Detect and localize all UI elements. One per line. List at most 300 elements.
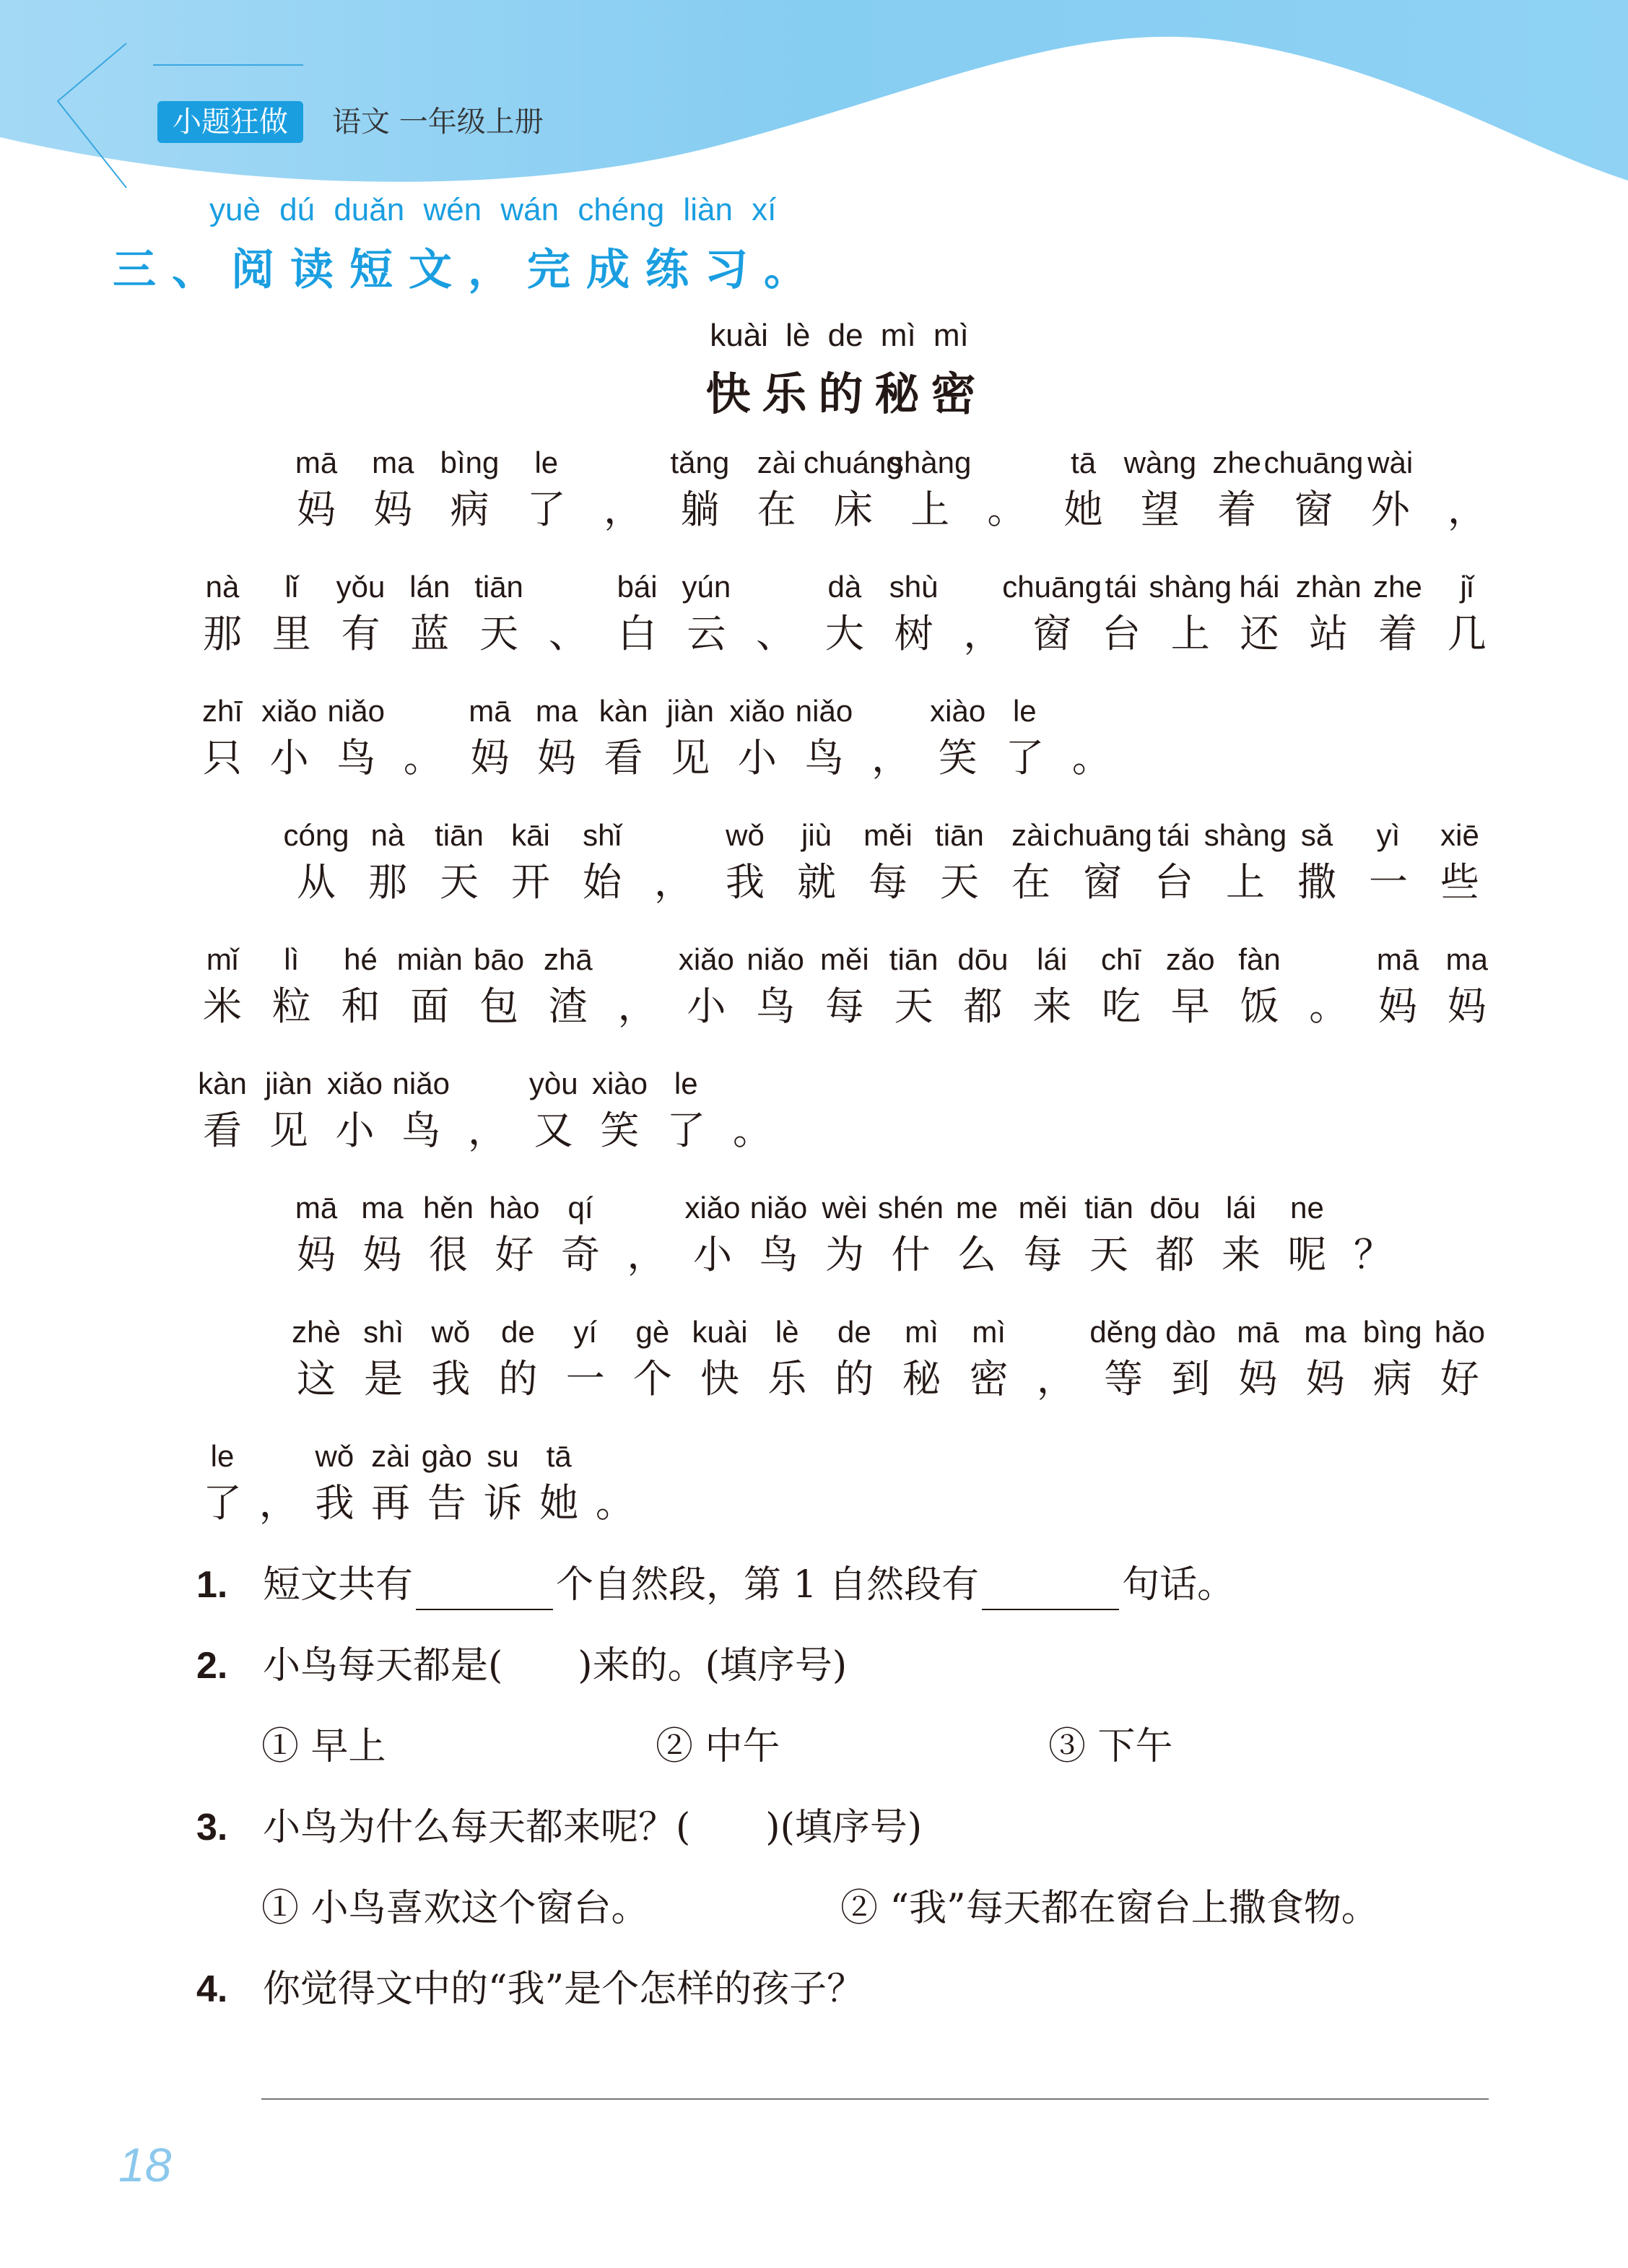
hanzi: 笑 (938, 735, 978, 781)
hanzi: ， (617, 983, 657, 1029)
pinyin: kuài (692, 1315, 748, 1349)
pinyin: chuáng (803, 446, 903, 479)
pinyin: tǎng (670, 446, 730, 479)
pinyin: děng (1089, 1315, 1157, 1349)
pinyin: tā (546, 1439, 572, 1473)
hanzi: 。 (987, 487, 1027, 532)
pinyin: dōu (957, 942, 1009, 976)
pinyin: tiān (435, 818, 484, 852)
pinyin-char (467, 1061, 508, 1155)
pinyin-char (1063, 440, 1104, 534)
pinyin-char (435, 813, 484, 907)
pinyin-char (986, 440, 1027, 534)
pinyin-char (582, 813, 622, 907)
hanzi: 来 (1222, 1232, 1261, 1277)
pinyin-char (1239, 937, 1279, 1031)
option[interactable]: ① 早上 (261, 1725, 386, 1768)
hanzi: 都 (963, 983, 1003, 1029)
pinyin: chuāng (1002, 570, 1102, 604)
question-text: 个自然段，第 1 自然段有 (556, 1563, 980, 1607)
hanzi: 鸟 (401, 1108, 441, 1153)
pinyin: zhàn (1295, 570, 1362, 604)
question-number: 1. (196, 1564, 228, 1606)
hanzi: 台 (1154, 859, 1193, 905)
pinyin-char (725, 813, 765, 907)
pinyin: tiān (474, 570, 523, 604)
pinyin-char (670, 440, 730, 534)
hanzi: 妈 (297, 487, 336, 532)
pinyin-char (536, 689, 577, 783)
hanzi: 了 (1005, 735, 1045, 781)
pinyin: dà (827, 570, 862, 604)
pinyin: xiǎo (684, 1191, 741, 1225)
pinyin: kàn (198, 1066, 247, 1100)
pinyin-char (1287, 1186, 1328, 1279)
passage-line (202, 565, 1487, 659)
hanzi: 躺 (680, 487, 720, 532)
pinyin-char (1149, 1186, 1201, 1279)
pinyin-char (957, 1186, 997, 1279)
pinyin: qí (567, 1191, 593, 1225)
pinyin-char (1018, 1186, 1068, 1279)
hanzi: 窗 (1294, 487, 1333, 532)
hanzi: 着 (1217, 487, 1257, 532)
pinyin-char (1440, 813, 1480, 907)
pinyin: mā (295, 446, 338, 479)
pinyin-char (202, 937, 243, 1031)
hanzi: ， (627, 1232, 666, 1277)
hanzi: 诉 (483, 1480, 523, 1526)
hanzi: 。 (1071, 735, 1111, 781)
pinyin-char (430, 1310, 471, 1404)
pinyin-char (1101, 565, 1141, 659)
pinyin-char (803, 440, 903, 534)
pinyin: zhe (1212, 446, 1262, 479)
pinyin-char (1377, 937, 1418, 1031)
pinyin-char (627, 1186, 667, 1279)
hanzi: 妈 (1305, 1356, 1345, 1402)
pinyin: niǎo (749, 1191, 808, 1225)
hanzi: 上 (1170, 611, 1210, 656)
pinyin-char (820, 937, 869, 1031)
pinyin: cóng (283, 818, 349, 852)
pinyin: tiān (1084, 1191, 1133, 1225)
pinyin-char (421, 1434, 472, 1528)
pinyin: de (837, 1315, 871, 1349)
pinyin-char (474, 565, 523, 659)
hanzi: 又 (534, 1108, 573, 1153)
question-4 (196, 1964, 864, 2015)
pinyin: xiǎo (261, 694, 318, 728)
pinyin: tā (1071, 446, 1097, 479)
hanzi: ， (654, 859, 693, 905)
pinyin-char (543, 937, 593, 1031)
option[interactable]: ② “我”每天都在窗台上撒食物。 (840, 1887, 1379, 1930)
pinyin: ne (1290, 1191, 1324, 1225)
pinyin-char (682, 565, 731, 659)
hanzi: 床 (833, 487, 873, 532)
pinyin: mǐ (206, 942, 239, 976)
pinyin-char (363, 1310, 404, 1404)
hanzi: 、 (548, 611, 588, 656)
pinyin: lè (775, 1315, 799, 1349)
pinyin: dào (1165, 1315, 1216, 1349)
hanzi: 树 (894, 611, 933, 656)
passage-line (292, 1310, 1485, 1404)
pinyin-char (796, 813, 837, 907)
hanzi: ， (258, 1480, 298, 1526)
hanzi: 小 (693, 1232, 732, 1277)
hanzi: 奇 (561, 1232, 600, 1277)
hanzi: 上 (1226, 859, 1265, 905)
pinyin-char (1123, 440, 1197, 534)
page-number: 18 (118, 2138, 172, 2191)
pinyin: zhī (201, 694, 243, 728)
pinyin-char (888, 440, 972, 534)
pinyin-char (1089, 1310, 1157, 1404)
pinyin-char (822, 1186, 868, 1279)
pinyin: me (955, 1191, 998, 1225)
pinyin-char (749, 1186, 808, 1279)
hanzi: 始 (583, 859, 622, 905)
answer-blank[interactable] (416, 1573, 553, 1610)
pinyin: zài (1011, 818, 1050, 852)
pinyin-char (271, 937, 312, 1031)
option[interactable]: ② 中午 (656, 1725, 780, 1768)
pinyin-char (935, 813, 984, 907)
hanzi: 小 (737, 735, 777, 781)
hanzi: 病 (1372, 1356, 1412, 1402)
hanzi: 乐 (767, 1356, 807, 1402)
pinyin: sǎ (1300, 818, 1333, 852)
pinyin-char (595, 1434, 635, 1528)
hanzi: 台 (1101, 611, 1141, 656)
passage-line (202, 937, 1487, 1031)
pinyin-char (565, 1310, 606, 1404)
pinyin: xiǎo (326, 1066, 383, 1100)
hanzi: 一 (1369, 859, 1408, 905)
pinyin: bái (617, 570, 658, 604)
pinyin-char (603, 440, 643, 534)
pinyin: le (210, 1439, 235, 1473)
hanzi: 小 (687, 983, 726, 1029)
pinyin-char (469, 689, 510, 783)
hanzi: 面 (410, 983, 450, 1029)
pinyin: yí (573, 1315, 598, 1349)
pinyin-char (336, 565, 386, 659)
hanzi: 她 (539, 1480, 579, 1526)
hanzi: 只 (203, 735, 242, 781)
pinyin: yǒu (336, 570, 386, 604)
hanzi: ， (1036, 1356, 1076, 1402)
pinyin-char (409, 565, 450, 659)
hanzi: 。 (403, 735, 443, 781)
pinyin-char (198, 1061, 247, 1155)
pinyin-char (889, 937, 939, 1031)
pinyin: ma (1445, 942, 1488, 976)
pinyin-char (1373, 565, 1422, 659)
pinyin-char (1011, 813, 1051, 907)
hanzi: 大 (824, 611, 864, 656)
hanzi: 和 (341, 983, 380, 1029)
pinyin-char (483, 1434, 523, 1528)
pinyin-char (510, 813, 551, 907)
hanzi: 每 (1023, 1232, 1063, 1277)
hanzi: 很 (429, 1232, 468, 1277)
hanzi: 上 (910, 487, 950, 532)
pinyin-char (1212, 440, 1262, 534)
pinyin-char (261, 689, 318, 783)
pinyin-char (684, 1186, 741, 1279)
pinyin-char (1367, 440, 1414, 534)
pinyin-char (1203, 813, 1287, 907)
hanzi: 鸟 (756, 983, 796, 1029)
pinyin: xiǎo (729, 694, 785, 728)
pinyin-char (632, 1310, 673, 1404)
option[interactable]: ① 小鸟喜欢这个窗台。 (261, 1887, 649, 1930)
hanzi: 每 (869, 859, 907, 905)
pinyin: tái (1157, 818, 1190, 852)
pinyin: tái (1105, 570, 1138, 604)
pinyin-char (489, 1186, 540, 1279)
hanzi: 好 (495, 1232, 534, 1277)
hanzi: 外 (1370, 487, 1410, 532)
pinyin-char (969, 1310, 1009, 1404)
pinyin-char (834, 1310, 874, 1404)
hanzi: 、 (756, 611, 796, 656)
pinyin: shàng (888, 446, 972, 479)
pinyin-char (370, 1434, 411, 1528)
pinyin: niǎo (327, 694, 385, 728)
pinyin: xiē (1440, 818, 1479, 852)
pinyin-char (1002, 565, 1102, 659)
hanzi: 天 (1089, 1232, 1128, 1277)
pinyin-char (889, 565, 939, 659)
pinyin-char (202, 565, 243, 659)
hanzi: 什 (891, 1232, 931, 1277)
pinyin: jiàn (265, 1066, 313, 1100)
pinyin-char (617, 937, 658, 1031)
hanzi: 我 (431, 1356, 471, 1402)
pinyin: gè (635, 1315, 670, 1349)
pinyin-char (1362, 1310, 1422, 1404)
hanzi: 秘 (902, 1356, 941, 1402)
passage-title-pinyin: kuài lè de mì mì (710, 318, 969, 353)
hanzi: 的 (835, 1356, 874, 1402)
hanzi: ， (871, 735, 911, 781)
hanzi: 些 (1440, 859, 1479, 905)
pinyin: chuāng (1053, 818, 1152, 852)
hanzi: 都 (1155, 1232, 1195, 1277)
pinyin-char (824, 565, 865, 659)
pinyin-char (539, 1434, 579, 1528)
question-text: 你觉得文中的“我”是个怎样的孩子？ (263, 1968, 865, 2011)
pinyin-char (341, 937, 381, 1031)
option[interactable]: ③ 下午 (1048, 1725, 1173, 1768)
hanzi: 。 (595, 1480, 635, 1526)
pinyin-char (1071, 689, 1112, 783)
pinyin: kàn (598, 694, 648, 728)
hanzi: 开 (511, 859, 550, 905)
hanzi: 妈 (297, 1232, 336, 1277)
pinyin-char (367, 813, 408, 907)
hanzi: 妈 (470, 735, 510, 781)
pinyin-char (757, 440, 797, 534)
hanzi: 饭 (1240, 983, 1279, 1029)
pinyin-char (1165, 1310, 1216, 1404)
pinyin: mā (469, 694, 511, 728)
hanzi: ， (963, 611, 1003, 656)
hanzi: 吃 (1101, 983, 1141, 1029)
book-title: 语文 一年级上册 (332, 105, 544, 139)
pinyin-char (326, 1061, 383, 1155)
passage-line (296, 440, 1487, 534)
passage-line (296, 1186, 1393, 1279)
pinyin: shàng (1203, 818, 1287, 852)
pinyin: zài (371, 1439, 410, 1473)
pinyin-char (1295, 565, 1362, 659)
hanzi: 好 (1440, 1356, 1479, 1402)
pinyin-char (692, 1310, 748, 1404)
hanzi: 粒 (271, 983, 311, 1029)
pinyin-char (1084, 1186, 1133, 1279)
pinyin-char (548, 565, 588, 659)
pinyin-char (1154, 813, 1194, 907)
pinyin: ma (372, 446, 414, 479)
pinyin: hé (344, 942, 378, 976)
hanzi: 小 (335, 1108, 375, 1153)
hanzi: 有 (341, 611, 380, 656)
pinyin: yòu (528, 1066, 578, 1100)
pinyin-char (1434, 1310, 1485, 1404)
pinyin: yì (1376, 818, 1401, 852)
hanzi: ， (604, 487, 643, 532)
pinyin: le (534, 446, 559, 479)
hanzi: 早 (1170, 983, 1210, 1029)
hanzi: 在 (757, 487, 796, 532)
pinyin: bìng (1362, 1315, 1422, 1349)
pinyin-char (327, 689, 385, 783)
answer-line[interactable] (261, 2098, 1489, 2100)
pinyin-char (560, 1186, 601, 1279)
pinyin-char (1297, 813, 1337, 907)
pinyin-char (265, 1061, 313, 1155)
pinyin-char (271, 565, 312, 659)
hanzi: 鸟 (804, 735, 844, 781)
pinyin: yún (682, 570, 731, 604)
question-number: 3. (196, 1807, 228, 1848)
hanzi: 妈 (1447, 983, 1486, 1029)
hanzi: 密 (969, 1356, 1009, 1402)
pinyin: chī (1100, 942, 1141, 976)
series-badge: 小题狂做 (157, 101, 303, 143)
pinyin: zhe (1373, 570, 1422, 604)
pinyin-char (292, 1310, 341, 1404)
hanzi: 看 (604, 735, 643, 781)
hanzi: 天 (440, 859, 479, 905)
pinyin-char (1447, 565, 1487, 659)
pinyin: chuāng (1263, 446, 1364, 479)
pinyin: zǎo (1165, 942, 1215, 976)
section-title: 三、阅读短文，完成练习。 (113, 245, 823, 295)
hanzi: 。 (733, 1108, 772, 1153)
hanzi: 是 (364, 1356, 404, 1402)
pinyin-char (528, 1061, 578, 1155)
hanzi: 再 (371, 1480, 411, 1526)
hanzi: 了 (666, 1108, 706, 1153)
hanzi: 她 (1063, 487, 1103, 532)
pinyin-char (403, 689, 443, 783)
pinyin: ma (1304, 1315, 1346, 1349)
pinyin-char (1447, 440, 1487, 534)
hanzi: 看 (203, 1108, 242, 1153)
pinyin: zài (757, 446, 796, 479)
hanzi: 一 (565, 1356, 605, 1402)
pinyin-char (1149, 565, 1232, 659)
pinyin-char (902, 1310, 942, 1404)
question-3 (196, 1802, 922, 1853)
pinyin-char (653, 813, 694, 907)
passage-line (202, 1434, 635, 1528)
hanzi: 窗 (1032, 611, 1072, 656)
answer-blank[interactable] (982, 1573, 1119, 1610)
pinyin-char (666, 1061, 706, 1155)
pinyin-char (598, 689, 648, 783)
hanzi: 。 (1309, 983, 1349, 1029)
hanzi: ， (468, 1108, 507, 1153)
section-pinyin: yuè dú duǎn wén wán chéng liàn xí (209, 192, 777, 227)
pinyin: mā (295, 1191, 338, 1225)
pinyin-char (1368, 813, 1409, 907)
pinyin-char (1032, 937, 1072, 1031)
pinyin-char (729, 689, 785, 783)
hanzi: 了 (203, 1480, 242, 1526)
pinyin: bāo (474, 942, 525, 976)
pinyin-char (1101, 937, 1141, 1031)
pinyin: nà (370, 818, 405, 852)
hanzi: 天 (479, 611, 519, 656)
pinyin: kāi (511, 818, 550, 852)
question-text: 短文共有 (263, 1563, 414, 1607)
pinyin-char (283, 813, 349, 907)
pinyin: měi (863, 818, 913, 852)
hanzi: 还 (1240, 611, 1279, 656)
pinyin: su (487, 1439, 519, 1473)
pinyin: hěn (422, 1191, 474, 1225)
pinyin-char (1004, 689, 1045, 783)
pinyin-char (373, 440, 413, 534)
pinyin: lái (1225, 1191, 1257, 1225)
pinyin: jiù (801, 818, 832, 852)
pinyin-char (1036, 1310, 1076, 1404)
pinyin: wǒ (431, 1315, 471, 1349)
pinyin: hái (1239, 570, 1280, 604)
pinyin: nà (205, 570, 240, 604)
hanzi: 个 (632, 1356, 672, 1402)
pinyin-char (1353, 1186, 1393, 1279)
pinyin-char (296, 440, 336, 534)
pinyin-char (877, 1186, 944, 1279)
question-2 (196, 1641, 847, 1691)
pinyin: niǎo (392, 1066, 450, 1100)
hanzi: 小 (269, 735, 309, 781)
pinyin: hào (489, 1191, 540, 1225)
pinyin: hǎo (1434, 1315, 1485, 1349)
pinyin-char (957, 937, 1009, 1031)
hanzi: 我 (726, 859, 765, 905)
passage-line (198, 1061, 772, 1155)
hanzi: 妈 (1378, 983, 1418, 1029)
